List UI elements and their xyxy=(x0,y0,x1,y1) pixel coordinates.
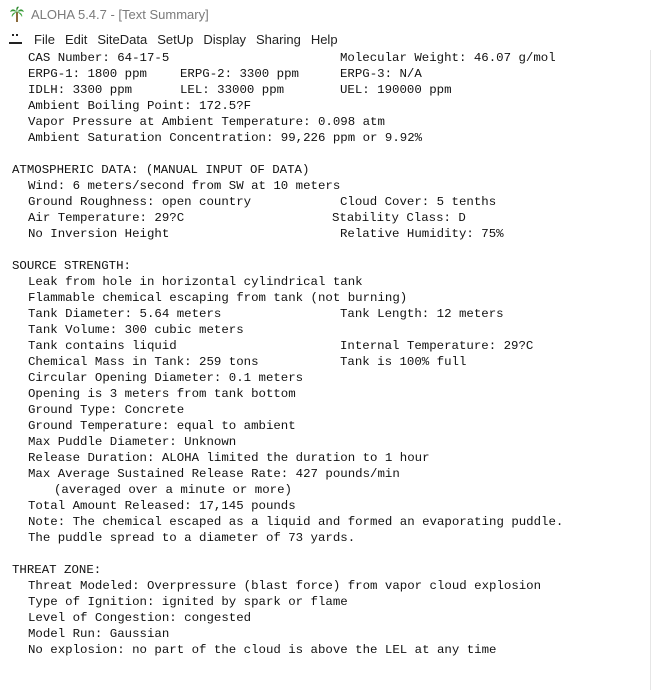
uel: UEL: 190000 ppm xyxy=(340,83,452,97)
air-temperature: Air Temperature: 29?C xyxy=(28,211,185,225)
chemical-mass: Chemical Mass in Tank: 259 tons xyxy=(28,355,259,369)
saturation-concentration: Ambient Saturation Concentration: 99,226 ppm or 9.92% xyxy=(28,131,423,145)
relative-humidity: Relative Humidity: 75% xyxy=(340,227,504,241)
tank-diameter: Tank Diameter: 5.64 meters xyxy=(28,307,222,321)
release-duration: Release Duration: ALOHA limited the duration to 1 hour xyxy=(28,451,430,465)
note-line-2: The puddle spread to a diameter of 73 yards. xyxy=(28,531,356,545)
tank-fill-level: Tank is 100% full xyxy=(340,355,467,369)
text-summary xyxy=(12,50,644,684)
opening-diameter: Circular Opening Diameter: 0.1 meters xyxy=(28,371,304,385)
total-released: Total Amount Released: 17,145 pounds xyxy=(28,499,296,513)
tank-volume: Tank Volume: 300 cubic meters xyxy=(28,323,244,337)
system-menu-icon[interactable] xyxy=(9,33,23,45)
ground-type: Ground Type: Concrete xyxy=(28,403,185,417)
ground-temperature: Ground Temperature: equal to ambient xyxy=(28,419,296,433)
internal-temperature: Internal Temperature: 29?C xyxy=(340,339,534,353)
ignition-type: Type of Ignition: ignited by spark or flame xyxy=(28,595,348,609)
window-title: ALOHA 5.4.7 - [Text Summary] xyxy=(31,6,209,22)
threat-heading: THREAT ZONE: xyxy=(12,563,102,577)
erpg-1: ERPG-1: 1800 ppm xyxy=(28,67,147,81)
vapor-pressure: Vapor Pressure at Ambient Temperature: 0.098 atm xyxy=(28,115,385,129)
cloud-cover: Cloud Cover: 5 tenths xyxy=(340,195,497,209)
source-heading: SOURCE STRENGTH: xyxy=(12,259,131,273)
lel: LEL: 33000 ppm xyxy=(180,83,285,97)
menu-sharing[interactable]: Sharing xyxy=(256,31,301,47)
menu-edit[interactable]: Edit xyxy=(64,31,88,47)
menu-file[interactable]: File xyxy=(34,31,55,47)
threat-modeled: Threat Modeled: Overpressure (blast force) from vapor cloud explosion xyxy=(28,579,542,593)
boiling-point: Ambient Boiling Point: 172.5?F xyxy=(28,99,252,113)
erpg-2: ERPG-2: 3300 ppm xyxy=(180,67,299,81)
menu-sitedata[interactable]: SiteData xyxy=(97,31,148,47)
release-rate: Max Average Sustained Release Rate: 427 pounds/min xyxy=(28,467,400,481)
menu-help[interactable]: Help xyxy=(310,31,338,47)
congestion-level: Level of Congestion: congested xyxy=(28,611,252,625)
idlh: IDLH: 3300 ppm xyxy=(28,83,133,97)
wind: Wind: 6 meters/second from SW at 10 meters xyxy=(28,179,341,193)
molecular-weight: Molecular Weight: 46.07 g/mol xyxy=(340,51,556,65)
leak-description: Leak from hole in horizontal cylindrical tank xyxy=(28,275,363,289)
atmospheric-heading: ATMOSPHERIC DATA: (MANUAL INPUT OF DATA) xyxy=(12,163,310,177)
menu-setup[interactable]: SetUp xyxy=(157,31,194,47)
menu-bar xyxy=(0,28,651,50)
tank-contents: Tank contains liquid xyxy=(28,339,177,353)
opening-height: Opening is 3 meters from tank bottom xyxy=(28,387,296,401)
note-line-1: Note: The chemical escaped as a liquid and formed an evaporating puddle. xyxy=(28,515,564,529)
flammable-note: Flammable chemical escaping from tank (not burning) xyxy=(28,291,408,305)
tank-length: Tank Length: 12 meters xyxy=(340,307,504,321)
ground-roughness: Ground Roughness: open country xyxy=(28,195,252,209)
stability-class: Stability Class: D xyxy=(332,211,466,225)
menu-display[interactable]: Display xyxy=(203,31,246,47)
max-puddle-diameter: Max Puddle Diameter: Unknown xyxy=(28,435,237,449)
palm-tree-icon xyxy=(9,6,25,22)
inversion-height: No Inversion Height xyxy=(28,227,170,241)
model-run: Model Run: Gaussian xyxy=(28,627,170,641)
erpg-3: ERPG-3: N/A xyxy=(340,67,422,81)
no-explosion: No explosion: no part of the cloud is above the LEL at any time xyxy=(28,643,497,657)
cas-number: CAS Number: 64-17-5 xyxy=(28,51,170,65)
title-bar xyxy=(0,0,651,28)
release-rate-averaged: (averaged over a minute or more) xyxy=(54,483,292,497)
